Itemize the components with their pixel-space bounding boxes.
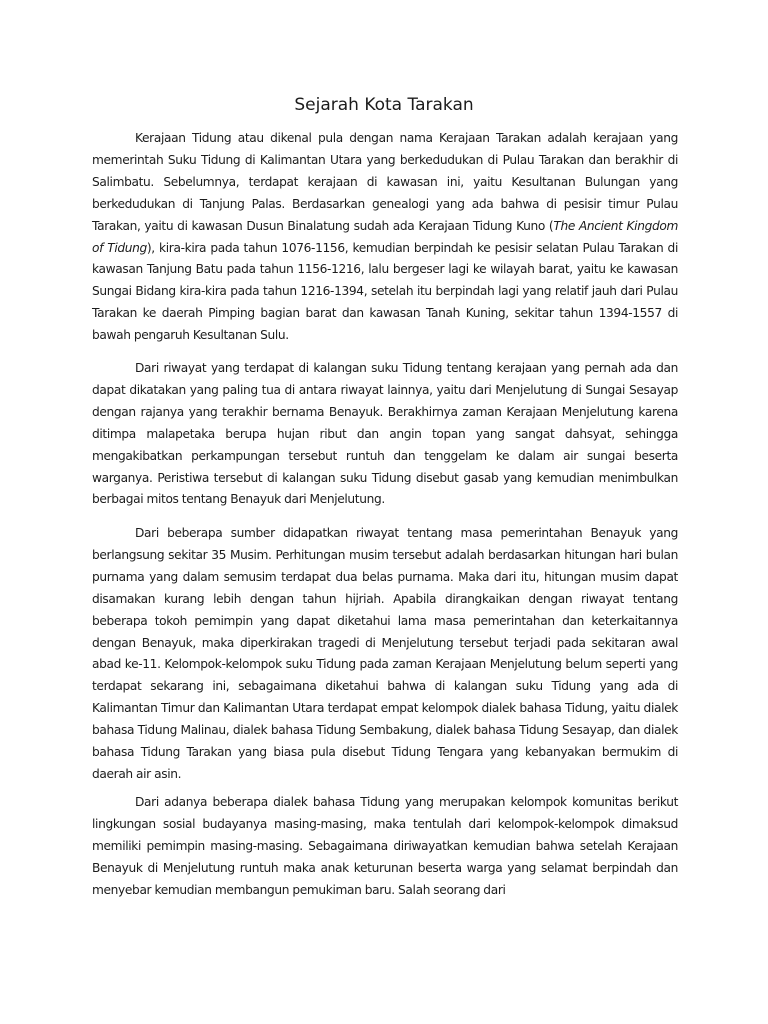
paragraph-2: Dari riwayat yang terdapat di kalangan suku Tidung tentang kerajaan yang pernah ada dan dapat dikatakan yang paling tua di antara riwayat lainnya, yaitu dari Menjelutung di Sungai Sesayap dengan rajanya yang terakhir bernama Benayuk. Berakhirnya zaman Kerajaan Menjelutung karena ditimpa malapetaka berupa hujan ribut dan angin topan yang sangat dahsyat, sehingga mengakibatkan perkampungan tersebut runtuh dan tenggelam ke dalam air sungai beserta warganya. Peristiwa tersebut di kalangan suku Tidung disebut gasab yang kemudian menimbulkan berbagai mitos tentang Benayuk dari Menjelutung. <box>92 361 678 507</box>
paragraph-3: Dari beberapa sumber didapatkan riwayat tentang masa pemerintahan Benayuk yang berlangsung sekitar 35 Musim. Perhitungan musim tersebut adalah berdasarkan hitungan hari bulan purnama yang dalam semusim terdapat dua belas purnama. Maka dari itu, hitungan musim dapat disamakan kurang lebih dengan tahun hijriah. Apabila dirangkaikan dengan riwayat tentang beberapa tokoh pemimpin yang dapat diketahui lama masa pemerintahan dan keterkaitannya dengan Benayuk, maka diperkirakan tragedi di Menjelutung tersebut terjadi pada sekitaran awal abad ke-11. Kelompok-kelompok suku Tidung pada zaman Kerajaan Menjelutung belum seperti yang terdapat sekarang ini, sebagaimana diketahui bahwa di kalangan suku Tidung yang ada di Kalimantan Timur dan Kalimantan Utara terdapat empat kelompok dialek bahasa Tidung, yaitu dialek bahasa Tidung Malinau, dialek bahasa Tidung Sembakung, dialek bahasa Tidung Sesayap, dan dialek bahasa Tidung Tarakan yang biasa pula disebut Tidung Tengara yang kebanyakan bermukim di daerah air asin. <box>92 526 678 781</box>
paragraph-1-text-end: ), kira-kira pada tahun 1076-1156, kemudian berpindah ke pesisir selatan Pulau Tarakan di kawasan Tanjung Batu pada tahun 1156-1216, lalu bergeser lagi ke wilayah barat, yaitu ke kawasan Sungai Bidang kira-kira pada tahun 1216-1394, setelah itu berpindah lagi yang relatif jauh dari Pulau Tarakan ke daerah Pimping bagian barat dan kawasan Tanah Kuning, sekitar tahun 1394-1557 di bawah pengaruh Kesultanan Sulu. <box>92 240 678 343</box>
paragraph-1 <box>92 128 678 347</box>
document-title: Sejarah Kota Tarakan <box>294 95 474 115</box>
paragraph-1-italic-title: The Ancient Kingdom of Tidung <box>92 218 678 255</box>
paragraph-4: Dari adanya beberapa dialek bahasa Tidung yang merupakan kelompok komunitas berikut lingkungan sosial budayanya masing-masing, maka tentulah dari kelompok-kelompok dimaksud memiliki pemimpin masing-masing. Sebagaimana diriwayatkan kemudian bahwa setelah Kerajaan Benayuk di Menjelutung runtuh maka anak keturunan beserta warga yang selamat berpindah dan menyebar kemudian membangun pemukiman baru. Salah seorang dari <box>92 795 678 897</box>
paragraph-1-text-start: Kerajaan Tidung atau dikenal pula dengan nama Kerajaan Tarakan adalah kerajaan yang memerintah Suku Tidung di Kalimantan Utara yang berkedudukan di Pulau Tarakan dan berakhir di Salimbatu. Sebelumnya, terdapat kerajaan di kawasan ini, yaitu Kesultanan Bulungan yang berkedudukan di Tanjung Palas. Berdasarkan genealogi yang ada bahwa di pesisir timur Pulau Tarakan, yaitu di kawasan Dusun Binalatung sudah ada Kerajaan Tidung Kuno ( <box>92 131 678 233</box>
